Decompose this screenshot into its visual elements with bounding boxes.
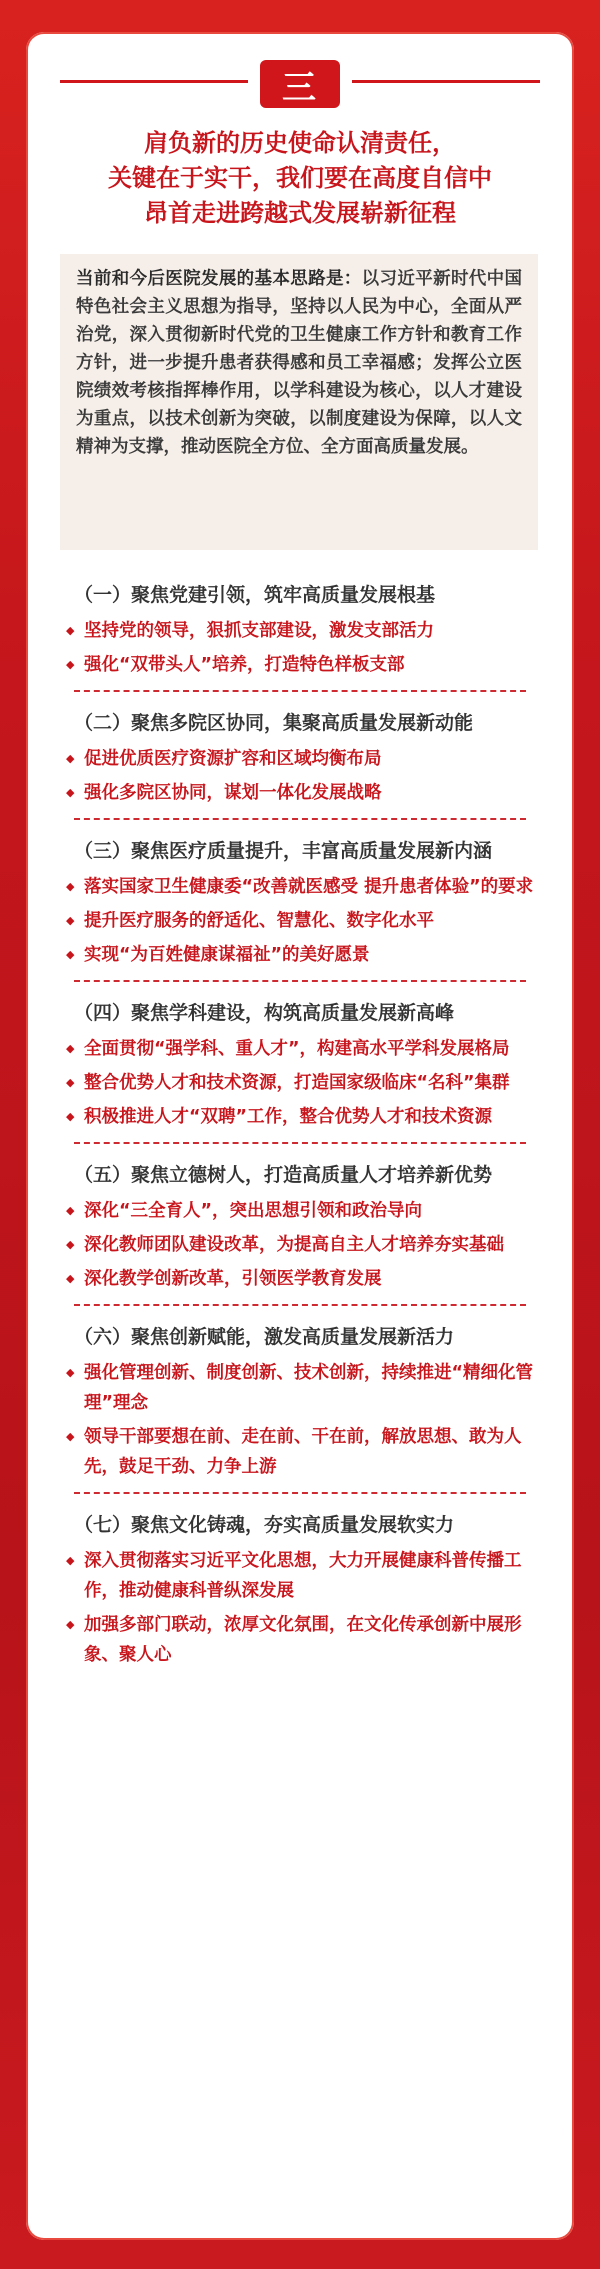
section-title: （二）聚焦多院区协同，集聚高质量发展新动能	[74, 712, 474, 734]
list-item: ◆ 坚持党的领导，狠抓支部建设，激发支部活力	[60, 616, 540, 646]
intro-lead: 当前和今后医院发展的基本思路是：	[76, 269, 362, 289]
dashed-divider	[74, 1304, 526, 1306]
section-3	[60, 828, 540, 990]
sections-list	[60, 572, 540, 1678]
headline-line-1: 肩负新的历史使命认清责任，	[144, 129, 456, 157]
section-title: （三）聚焦医疗质量提升，丰富高质量发展新内涵	[74, 840, 493, 862]
intro-body: 以习近平新时代中国特色社会主义思想为指导，坚持以人民为中心，全面从严治党，深入贯彻新时代党的卫生健康工作方针和教育工作方针，进一步提升患者获得感和员工幸福感；发挥公立医院绩效考核指挥棒作用，以学科建设为核心，以人才建设为重点，以技术创新为突破，以制度建设为保障，以人文精神为支撑，推动医院全方位、全方面高质量发展。	[76, 269, 523, 457]
section-1	[60, 572, 540, 700]
section-number-badge: 三	[260, 60, 340, 108]
list-item: ◆ 强化“双带头人”培养，打造特色样板支部	[60, 650, 540, 680]
section-5	[60, 1152, 540, 1314]
dashed-divider	[74, 1492, 526, 1494]
list-item: ◆ 强化多院区协同，谋划一体化发展战略	[60, 778, 540, 808]
list-item: ◆ 深入贯彻落实习近平文化思想，大力开展健康科普传播工作，推动健康科普纵深发展	[60, 1546, 540, 1606]
dashed-divider	[74, 980, 526, 982]
dashed-divider	[74, 818, 526, 820]
intro-box	[60, 254, 538, 550]
list-item: ◆ 积极推进人才“双聘”工作，整合优势人才和技术资源	[60, 1102, 540, 1132]
section-title: （六）聚焦创新赋能，激发高质量发展新活力	[74, 1326, 455, 1348]
section-title: （七）聚焦文化铸魂，夯实高质量发展软实力	[74, 1514, 455, 1536]
list-item: ◆ 整合优势人才和技术资源，打造国家级临床“名科”集群	[60, 1068, 540, 1098]
dashed-divider	[74, 690, 526, 692]
section-6	[60, 1314, 540, 1502]
section-4	[60, 990, 540, 1152]
list-item: ◆ 领导干部要想在前、走在前、干在前，解放思想、敢为人先，鼓足干劲、力争上游	[60, 1422, 540, 1482]
header-divider-left	[60, 80, 248, 83]
dashed-divider	[74, 1142, 526, 1144]
list-item: ◆ 深化教师团队建设改革，为提高自主人才培养夯实基础	[60, 1230, 540, 1260]
section-7	[60, 1502, 540, 1678]
list-item: ◆ 深化教学创新改革，引领医学教育发展	[60, 1264, 540, 1294]
list-item: ◆ 促进优质医疗资源扩容和区域均衡布局	[60, 744, 540, 774]
section-title: （一）聚焦党建引领，筑牢高质量发展根基	[74, 584, 436, 606]
header-divider-right	[352, 80, 540, 83]
list-item: ◆ 落实国家卫生健康委“改善就医感受 提升患者体验”的要求	[60, 872, 540, 902]
content-card	[26, 32, 574, 2240]
list-item: ◆ 强化管理创新、制度创新、技术创新，持续推进“精细化管理”理念	[60, 1358, 540, 1418]
headline-line-3: 昂首走进跨越式发展崭新征程	[144, 199, 456, 227]
section-title: （四）聚焦学科建设，构筑高质量发展新高峰	[74, 1002, 455, 1024]
list-item: ◆ 深化“三全育人”，突出思想引领和政治导向	[60, 1196, 540, 1226]
list-item: ◆ 提升医疗服务的舒适化、智慧化、数字化水平	[60, 906, 540, 936]
headline-line-2: 关键在于实干，我们要在高度自信中	[108, 164, 492, 192]
list-item: ◆ 全面贯彻“强学科、重人才”，构建高水平学科发展格局	[60, 1034, 540, 1064]
headline	[26, 126, 574, 231]
list-item: ◆ 加强多部门联动，浓厚文化氛围，在文化传承创新中展形象、聚人心	[60, 1610, 540, 1670]
list-item: ◆ 实现“为百姓健康谋福祉”的美好愿景	[60, 940, 540, 970]
section-title: （五）聚焦立德树人，打造高质量人才培养新优势	[74, 1164, 493, 1186]
section-2	[60, 700, 540, 828]
